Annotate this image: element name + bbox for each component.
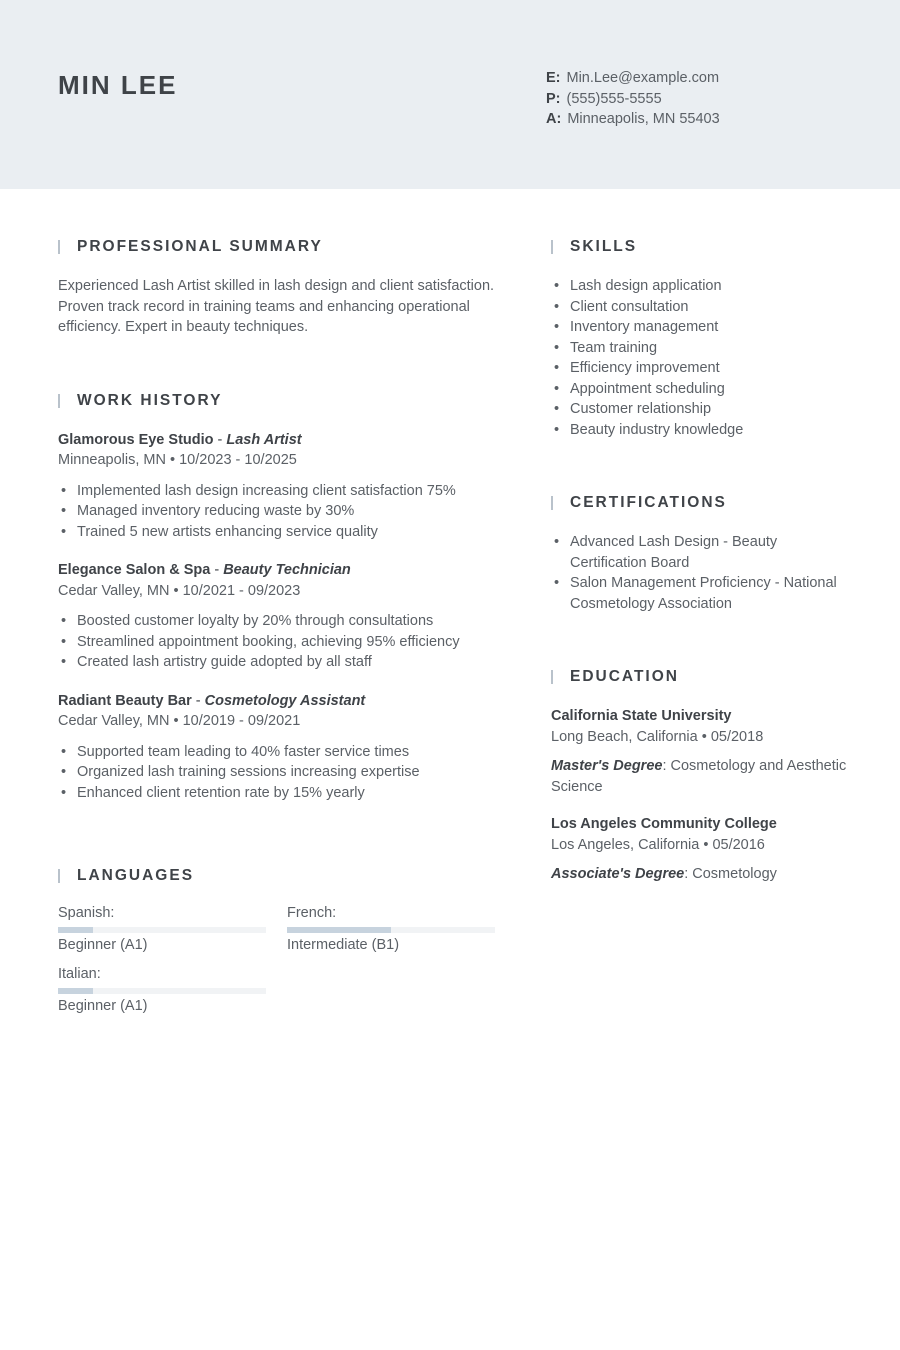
address-label: A:: [546, 111, 562, 127]
job-role: Beauty Technician: [223, 562, 351, 578]
list-item: [58, 762, 498, 783]
bullet-icon: •: [61, 654, 67, 670]
list-item-text: Created lash artistry guide adopted by all staff: [77, 654, 372, 670]
education-heading-label: EDUCATION: [570, 668, 679, 685]
contact-address: [546, 109, 720, 130]
education-entry: [551, 814, 851, 885]
contact-phone: [546, 89, 720, 110]
skill-text: Customer relationship: [570, 401, 712, 417]
job-meta: Minneapolis, MN • 10/2023 - 10/2025: [58, 452, 297, 468]
list-item: [58, 611, 498, 632]
languages-grid: [58, 903, 498, 1033]
list-item: [58, 522, 498, 543]
heading-accent-bar: [551, 240, 553, 254]
languages-heading: [58, 865, 498, 887]
list-item-text: Enhanced client retention rate by 15% yearly: [77, 784, 365, 801]
list-item-text: Streamlined appointment booking, achieving 95% efficiency: [77, 633, 460, 650]
contact-email: [546, 68, 720, 89]
skills-heading-label: SKILLS: [570, 238, 638, 255]
languages-heading-label: LANGUAGES: [77, 867, 195, 884]
list-item: [551, 399, 851, 420]
bullet-icon: •: [554, 575, 560, 591]
language-proficiency-bar: [58, 927, 266, 933]
school-name: California State University: [551, 708, 732, 724]
list-item: [58, 652, 498, 673]
bullet-icon: •: [61, 784, 67, 801]
job-header: Glamorous Eye Studio - Lash Artist: [58, 431, 302, 448]
job-entry: [58, 691, 498, 804]
left-column: [58, 236, 498, 1033]
language-item: [287, 903, 495, 955]
list-item: [551, 297, 851, 318]
job-achievements: [58, 742, 498, 804]
certifications-heading: [551, 492, 851, 514]
language-level: Beginner (A1): [58, 937, 148, 953]
list-item: [551, 379, 851, 400]
list-item: [551, 573, 851, 614]
skills-heading: [551, 236, 851, 258]
certification-text: Advanced Lash Design - Beauty Certification Board: [570, 534, 778, 571]
list-item: [551, 317, 851, 338]
language-item: [58, 903, 266, 955]
contact-block: [546, 68, 720, 130]
email-label: E:: [546, 70, 561, 86]
school-name: Los Angeles Community College: [551, 816, 777, 832]
bullet-icon: •: [554, 360, 560, 376]
language-proficiency-bar: [287, 927, 495, 933]
work-history-heading-label: WORK HISTORY: [77, 391, 223, 409]
language-proficiency-fill: [58, 988, 93, 994]
job-employer: Radiant Beauty Bar: [58, 692, 192, 709]
degree-field: : Cosmetology and Aesthetic Science: [551, 758, 847, 795]
heading-accent-bar: [58, 240, 60, 254]
phone-value[interactable]: (555)555-5555: [566, 90, 662, 107]
language-name: Spanish:: [58, 905, 115, 921]
list-item: [551, 420, 851, 441]
bullet-icon: •: [61, 482, 67, 499]
list-item-text: Supported team leading to 40% faster service times: [77, 743, 410, 760]
list-item-text: Implemented lash design increasing client satisfaction 75%: [77, 482, 456, 499]
list-item-text: Trained 5 new artists enhancing service quality: [77, 523, 378, 540]
skills-list: [551, 276, 851, 440]
degree-line: [551, 756, 851, 797]
heading-accent-bar: [551, 496, 553, 510]
skill-text: Appointment scheduling: [570, 380, 725, 397]
bullet-icon: •: [554, 380, 560, 397]
list-item: [551, 276, 851, 297]
job-header: Elegance Salon & Spa - Beauty Technician: [58, 562, 351, 578]
school-meta: Los Angeles, California • 05/2016: [551, 836, 765, 853]
skill-text: Team training: [570, 339, 658, 356]
job-entry: [58, 560, 498, 673]
job-employer: Elegance Salon & Spa: [58, 562, 211, 578]
bullet-icon: •: [61, 743, 67, 760]
language-level: Beginner (A1): [58, 998, 148, 1014]
bullet-icon: •: [554, 319, 560, 335]
skill-text: Beauty industry knowledge: [570, 421, 744, 438]
language-proficiency-fill: [287, 927, 391, 933]
list-item: [58, 481, 498, 502]
phone-label: P:: [546, 90, 561, 107]
degree-type: Associate's Degree: [551, 866, 685, 882]
language-name: Italian:: [58, 966, 101, 982]
language-name: French:: [287, 905, 337, 921]
address-value: Minneapolis, MN 55403: [567, 111, 720, 127]
language-proficiency-bar: [58, 988, 266, 994]
summary-text: Experienced Lash Artist skilled in lash design and client satisfaction. Proven track record in training teams and enhancing operational efficiency. Expert in beauty techniques.: [58, 278, 495, 335]
summary-heading: [58, 236, 498, 258]
resume-header: [0, 0, 900, 189]
school-meta: Long Beach, California • 05/2018: [551, 728, 764, 745]
skill-text: Client consultation: [570, 298, 689, 315]
job-role: Lash Artist: [226, 431, 302, 448]
work-history-heading: [58, 390, 498, 412]
language-proficiency-fill: [58, 927, 93, 933]
bullet-icon: •: [554, 339, 560, 356]
job-meta: Cedar Valley, MN • 10/2019 - 09/2021: [58, 713, 301, 729]
job-achievements: [58, 481, 498, 543]
bullet-icon: •: [61, 613, 67, 629]
skill-text: Lash design application: [570, 278, 722, 294]
email-value[interactable]: Min.Lee@example.com: [566, 70, 720, 86]
list-item-text: Organized lash training sessions increasing expertise: [77, 764, 420, 780]
bullet-icon: •: [554, 298, 560, 315]
bullet-icon: •: [554, 421, 560, 438]
education-heading: [551, 666, 851, 688]
job-header: Radiant Beauty Bar - Cosmetology Assistant: [58, 692, 366, 709]
bullet-icon: •: [61, 503, 67, 519]
job-employer: Glamorous Eye Studio: [58, 431, 214, 448]
certifications-heading-label: CERTIFICATIONS: [570, 494, 727, 511]
candidate-name: MIN LEE: [58, 70, 178, 100]
certification-text: Salon Management Proficiency - National Cosmetology Association: [570, 575, 837, 612]
heading-accent-bar: [58, 869, 60, 883]
bullet-icon: •: [61, 764, 67, 780]
education-entry: [551, 706, 851, 797]
list-item: [58, 501, 498, 522]
list-item: [551, 532, 851, 573]
degree-line: [551, 864, 851, 885]
job-entry: [58, 430, 498, 543]
list-item: [58, 783, 498, 804]
list-item: [551, 338, 851, 359]
language-level: Intermediate (B1): [287, 937, 400, 953]
bullet-icon: •: [554, 278, 560, 294]
degree-type: Master's Degree: [551, 758, 663, 774]
bullet-icon: •: [61, 633, 67, 650]
bullet-icon: •: [554, 534, 560, 550]
list-item-text: Boosted customer loyalty by 20% through consultations: [77, 613, 434, 629]
heading-accent-bar: [551, 670, 553, 684]
job-meta: Cedar Valley, MN • 10/2021 - 09/2023: [58, 582, 301, 599]
list-item-text: Managed inventory reducing waste by 30%: [77, 503, 355, 519]
certifications-list: [551, 532, 851, 614]
heading-accent-bar: [58, 394, 60, 408]
skill-text: Inventory management: [570, 319, 719, 335]
language-item: [58, 964, 266, 1016]
list-item: [58, 742, 498, 763]
summary-heading-label: PROFESSIONAL SUMMARY: [77, 238, 323, 255]
right-column: [551, 236, 851, 885]
list-item: [551, 358, 851, 379]
job-role: Cosmetology Assistant: [204, 692, 366, 709]
skill-text: Efficiency improvement: [570, 360, 720, 376]
degree-field: : Cosmetology: [684, 866, 777, 882]
bullet-icon: •: [61, 523, 67, 540]
list-item: [58, 632, 498, 653]
bullet-icon: •: [554, 401, 560, 417]
job-achievements: [58, 611, 498, 673]
